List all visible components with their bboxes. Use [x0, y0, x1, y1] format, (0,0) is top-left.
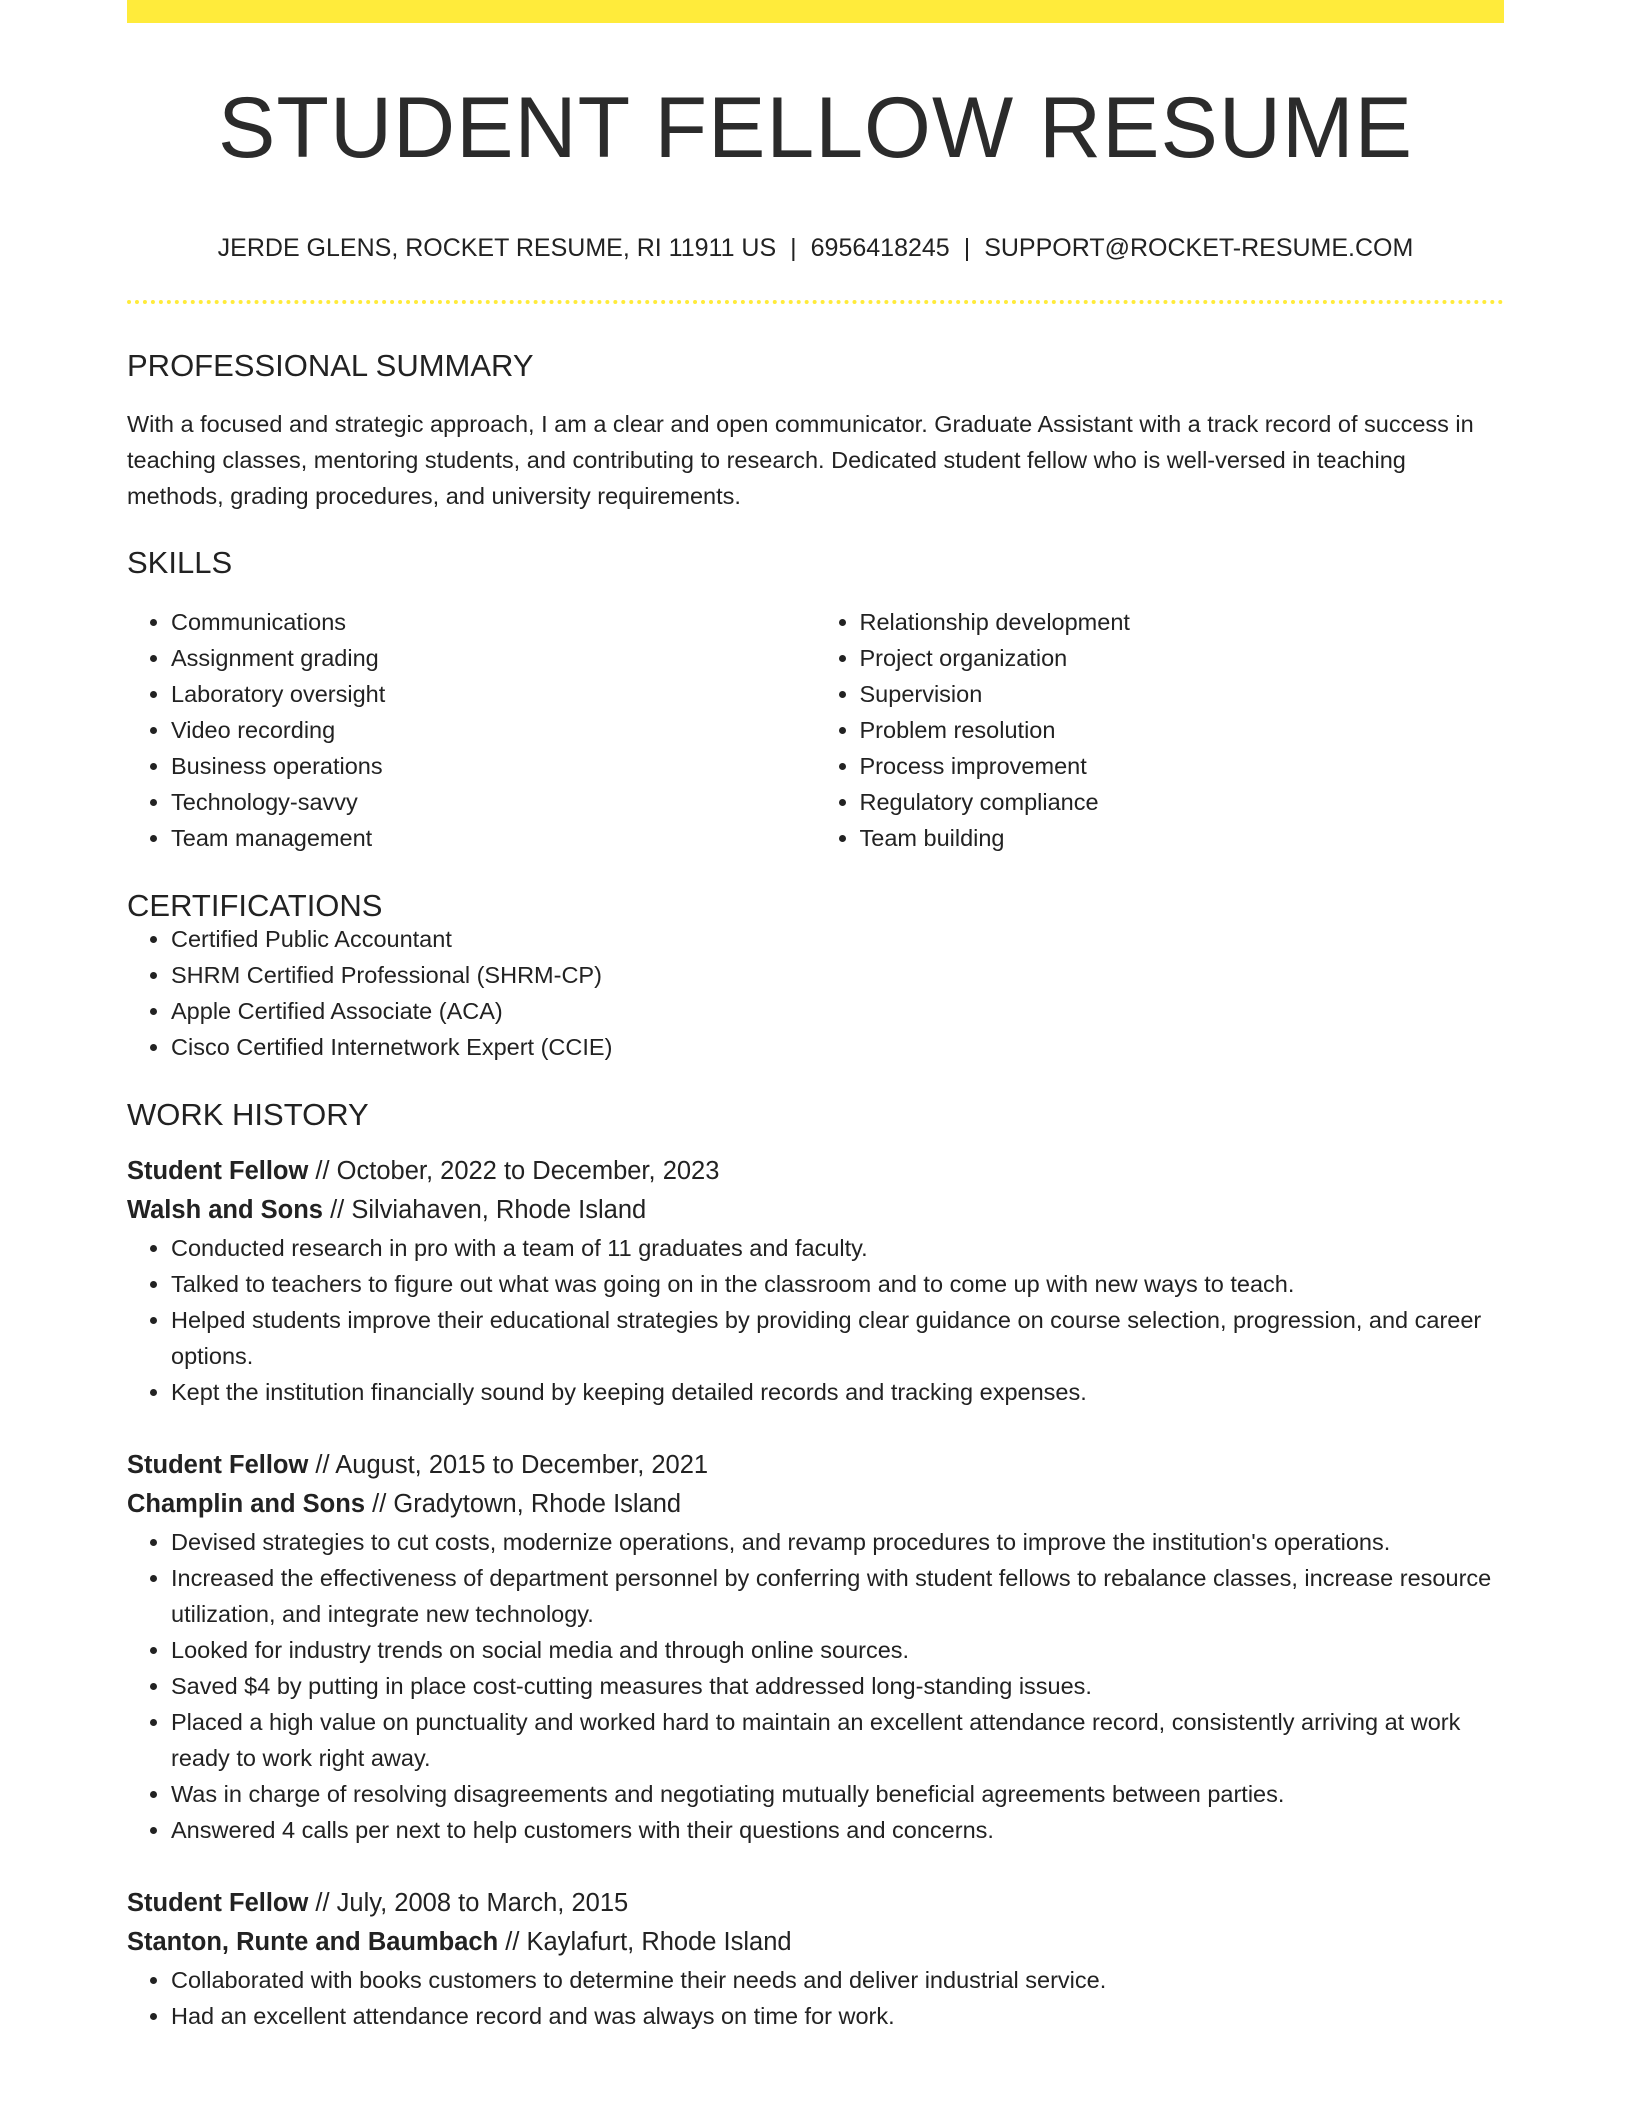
- resume-title: STUDENT FELLOW RESUME: [218, 80, 1413, 176]
- job-location: // Kaylafurt, Rhode Island: [498, 1928, 792, 1956]
- certification-item: • Cisco Certified Internetwork Expert (CCIE): [171, 1029, 1504, 1065]
- job-dates: // August, 2015 to December, 2021: [308, 1451, 709, 1479]
- job-bullet: • Saved $4 by putting in place cost-cutting measures that addressed long-standing issues.: [171, 1668, 1504, 1704]
- job-header: [127, 1884, 1504, 1962]
- job-company: Champlin and Sons: [127, 1490, 366, 1518]
- job-company-line: [127, 1191, 1504, 1230]
- job-dates: // July, 2008 to March, 2015: [308, 1889, 629, 1917]
- certification-item: • Apple Certified Associate (ACA): [171, 993, 1504, 1029]
- job-entry: [127, 1152, 1504, 1410]
- job-bullet: • Looked for industry trends on social media and through online sources.: [171, 1632, 1504, 1668]
- skill-item: • Team management: [171, 820, 816, 856]
- job-location: // Gradytown, Rhode Island: [365, 1490, 682, 1518]
- job-bullet: • Increased the effectiveness of department personnel by conferring with student fellows to rebalance classes, increase resource utilization, and integrate new technology.: [171, 1560, 1504, 1632]
- job-role-line: [127, 1446, 1504, 1485]
- skill-item: • Video recording: [171, 712, 816, 748]
- job-bullet: • Talked to teachers to figure out what was going on in the classroom and to come up with new ways to teach.: [171, 1266, 1504, 1302]
- top-accent-bar: [127, 0, 1504, 23]
- skills-columns: [127, 604, 1504, 856]
- skill-item: • Communications: [171, 604, 816, 640]
- contact-separator: |: [790, 234, 797, 262]
- certification-item: • Certified Public Accountant: [171, 921, 1504, 957]
- skill-item: • Laboratory oversight: [171, 676, 816, 712]
- contact-phone: 6956418245: [810, 234, 950, 262]
- skills-list-right: [816, 604, 1505, 856]
- contact-email: SUPPORT@ROCKET-RESUME.COM: [984, 234, 1414, 262]
- job-bullet: • Kept the institution financially sound by keeping detailed records and tracking expenses.: [171, 1374, 1504, 1410]
- job-company: Walsh and Sons: [127, 1196, 323, 1224]
- job-bullets: [127, 1230, 1504, 1410]
- skill-item: • Relationship development: [860, 604, 1505, 640]
- job-bullets: [127, 1962, 1504, 2034]
- job-role: Student Fellow: [127, 1889, 309, 1917]
- job-location: // Silviahaven, Rhode Island: [323, 1196, 647, 1224]
- job-role: Student Fellow: [127, 1451, 309, 1479]
- job-bullet: • Conducted research in pro with a team of 11 graduates and faculty.: [171, 1230, 1504, 1266]
- job-header: [127, 1446, 1504, 1524]
- job-bullet: • Was in charge of resolving disagreements and negotiating mutually beneficial agreements between parties.: [171, 1776, 1504, 1812]
- skill-item: • Process improvement: [860, 748, 1505, 784]
- certification-item: • SHRM Certified Professional (SHRM-CP): [171, 957, 1504, 993]
- skill-item: • Team building: [860, 820, 1505, 856]
- certifications-list: [127, 921, 1504, 1065]
- summary-text: With a focused and strategic approach, I am a clear and open communicator. Graduate Assistant with a track record of success in teaching classes, mentoring students, and contributing to research. Dedicated student fellow who is well-versed in teaching methods, grading procedures, and university requirements.: [127, 411, 1474, 509]
- skill-item: • Business operations: [171, 748, 816, 784]
- skill-item: • Regulatory compliance: [860, 784, 1505, 820]
- skill-item: • Assignment grading: [171, 640, 816, 676]
- summary-heading: PROFESSIONAL SUMMARY: [127, 348, 534, 383]
- job-bullet: • Had an excellent attendance record and was always on time for work.: [171, 1998, 1504, 2034]
- job-bullet: • Helped students improve their educational strategies by providing clear guidance on course selection, progression, and career options.: [171, 1302, 1504, 1374]
- skill-item: • Project organization: [860, 640, 1505, 676]
- skill-item: • Technology-savvy: [171, 784, 816, 820]
- job-bullet: • Devised strategies to cut costs, modernize operations, and revamp procedures to improve the institution's operations.: [171, 1524, 1504, 1560]
- job-company-line: [127, 1923, 1504, 1962]
- resume-page: [127, 0, 1504, 2034]
- contact-separator: |: [963, 234, 971, 262]
- skill-item: • Problem resolution: [860, 712, 1505, 748]
- dotted-divider: [127, 300, 1504, 304]
- contact-line: [127, 236, 1504, 261]
- job-dates: // October, 2022 to December, 2023: [308, 1157, 720, 1185]
- job-bullet: • Collaborated with books customers to determine their needs and deliver industrial service.: [171, 1962, 1504, 1998]
- job-role-line: [127, 1152, 1504, 1191]
- certifications-heading: CERTIFICATIONS: [127, 888, 383, 923]
- skills-list-left: [127, 604, 816, 856]
- job-bullet: • Placed a high value on punctuality and worked hard to maintain an excellent attendance record, consistently arriving at work ready to work right away.: [171, 1704, 1504, 1776]
- job-bullet: • Answered 4 calls per next to help customers with their questions and concerns.: [171, 1812, 1504, 1848]
- job-bullets: [127, 1524, 1504, 1848]
- job-role-line: [127, 1884, 1504, 1923]
- job-entry: [127, 1884, 1504, 2034]
- job-company-line: [127, 1485, 1504, 1524]
- job-entry: [127, 1446, 1504, 1848]
- skills-heading: SKILLS: [127, 545, 233, 580]
- job-company: Stanton, Runte and Baumbach: [127, 1928, 499, 1956]
- skill-item: • Supervision: [860, 676, 1505, 712]
- contact-address: JERDE GLENS, ROCKET RESUME, RI 11911 US: [217, 234, 777, 262]
- work-history-heading: WORK HISTORY: [127, 1097, 369, 1132]
- job-header: [127, 1152, 1504, 1230]
- job-role: Student Fellow: [127, 1157, 309, 1185]
